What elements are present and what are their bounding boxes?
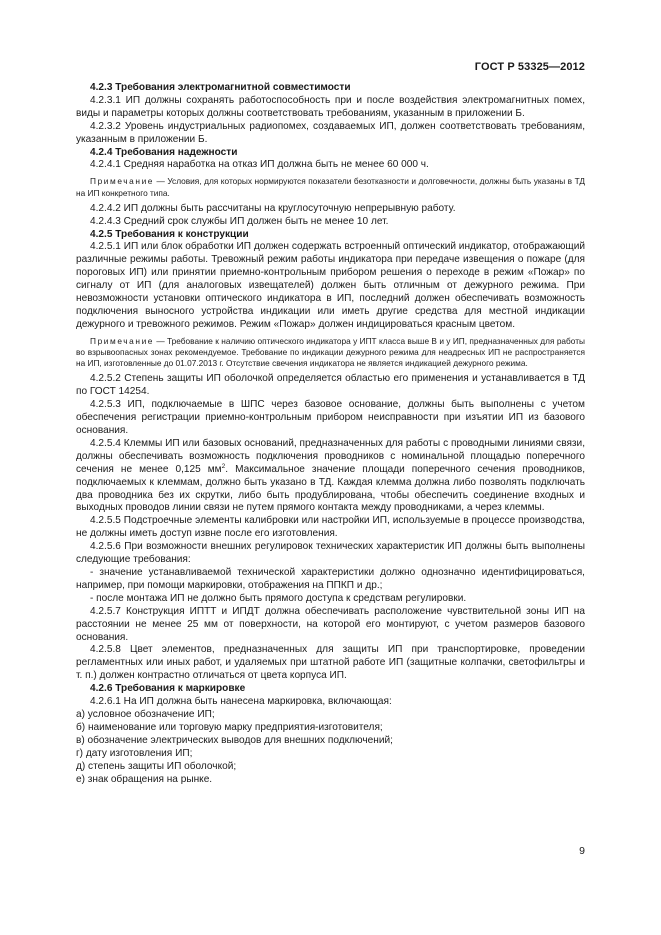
body-paragraph: 4.2.5.7 Конструкция ИПТТ и ИПДТ должна обеспечивать расположение чувствительной зоны ИП на расстоянии не менее 25 мм от поверхности, на которой его монтируют, с учетом размеров базового основания. <box>76 605 585 643</box>
body-paragraph: - значение устанавливаемой технической характеристики должно однозначно идентифицироваться, например, при помощи маркировки, отображения на ППКП и др.; <box>76 567 585 591</box>
note-text: — Требование к наличию оптического индикатора у ИПТ класса выше В и у ИП, предназначенных для работы во взрывоопасных зонах рекомендуемое. Требование по индикации дежурного режима для неадресных ИП не распространяется на ИП, изготовленные до 01.07.2013 г. Отсутствие свечения индикатора не является индикацией дежурного режима. <box>76 335 585 369</box>
section-heading: 4.2.4 Требования надежности <box>90 146 238 158</box>
note-paragraph <box>76 336 585 370</box>
list-item: в) обозначение электрических выводов для внешних подключений; <box>76 734 393 746</box>
list-item: а) условное обозначение ИП; <box>76 708 215 720</box>
page-number: 9 <box>579 845 585 857</box>
note-label: Примечание <box>90 335 155 346</box>
body-paragraph: 4.2.4.2 ИП должны быть рассчитаны на круглосуточную непрерывную работу. <box>90 202 456 214</box>
note-label: Примечание <box>90 176 155 187</box>
superscript: 2 <box>221 462 226 470</box>
note-paragraph <box>76 176 585 198</box>
body-paragraph: 4.2.4.3 Средний срок службы ИП должен быть не менее 10 лет. <box>90 215 389 227</box>
body-paragraph: 4.2.5.6 При возможности внешних регулировок технических характеристик ИП должны быть выполнены следующие требования: <box>76 541 585 566</box>
section-heading: 4.2.3 Требования электромагнитной совместимости <box>90 82 351 93</box>
body-paragraph: 4.2.5.1 ИП или блок обработки ИП должен содержать встроенный оптический индикатор, отображающий различные режимы работы. Тревожный режим работы индикатора при передаче извещения о пожаре (для пороговых ИП) или принятии приемно-контрольным прибором решения о переходе в режим «Пожар» по сигналу от ИП (для аналоговых извещателей) должен быть отличным от дежурного режима. При невозможности установки оптического индикатора в ИП, последний должен обеспечивать возможность подключения выносного устройства индикации или иметь другие средства для местной индикации дежурного и тревожного режимов. Режим «Пожар» должен индицироваться красным цветом. <box>76 241 585 330</box>
list-item: г) дату изготовления ИП; <box>76 747 193 759</box>
body-paragraph: 4.2.6.1 На ИП должна быть нанесена маркировка, включающая: <box>90 696 392 708</box>
list-item: е) знак обращения на рынке. <box>76 773 213 785</box>
section-heading: 4.2.5 Требования к конструкции <box>90 228 249 240</box>
standard-code-header: ГОСТ Р 53325—2012 <box>474 61 585 73</box>
body-paragraph: 4.2.5.8 Цвет элементов, предназначенных для защиты ИП при транспортировке, проведении регламентных или иных работ, и удаляемых при штатной работе ИП (защитные колпачки, светофильтры и т. п.) должен контрастно отличаться от цвета корпуса ИП. <box>76 644 585 682</box>
document-body <box>76 82 585 786</box>
body-paragraph: 4.2.5.5 Подстроечные элементы калибровки или настройки ИП, используемые в процессе производства, не должны иметь доступ извне после его изготовления. <box>76 515 585 540</box>
list-item: д) степень защиты ИП оболочкой; <box>76 760 237 772</box>
paragraph-text-continued: . Максимальное значение площади поперечного сечения проводников, подключаемых к клеммам, должно быть указано в ТД. Каждая клемма должна либо позволять подключать два проводника без их скрутки, либо быть продублирована, чтобы обеспечить соединение входных и выходных проводов линии связи не путем прямого контакта между проводниками, а через клеммы. <box>76 463 586 514</box>
body-paragraph: 4.2.4.1 Средняя наработка на отказ ИП должна быть не менее 60 000 ч. <box>90 159 429 171</box>
section-heading: 4.2.6 Требования к маркировке <box>90 683 246 695</box>
body-paragraph: 4.2.3.1 ИП должны сохранять работоспособность при и после воздействия электромагнитных помех, виды и параметры которых должны соответствовать требованиям, указанным в приложении Б. <box>76 94 585 119</box>
body-paragraph: 4.2.5.3 ИП, подключаемые в ШПС через базовое основание, должны быть выполнены с учетом обеспечения регистрации приемно-контрольным прибором неисправности при изъятии ИП из базового основания. <box>76 399 585 437</box>
note-text: — Условия, для которых нормируются показатели безотказности и долговечности, должны быть указаны в ТД на ИП конкретного типа. <box>76 176 585 198</box>
list-item: б) наименование или торговую марку предприятия-изготовителя; <box>76 721 383 733</box>
body-paragraph: 4.2.5.2 Степень защиты ИП оболочкой определяется областью его применения и устанавливается в ТД по ГОСТ 14254. <box>76 373 585 398</box>
body-paragraph <box>76 438 585 515</box>
paragraph-text: 4.2.5.4 Клеммы ИП или базовых оснований, предназначенных для работы с проводными линиями связи, должны обеспечивать возможность подключения проводников с номинальной площадью поперечного сечения не менее 0,125 мм <box>76 437 585 475</box>
body-paragraph: - после монтажа ИП не должно быть прямого доступа к средствам регулировки. <box>90 592 467 604</box>
body-paragraph: 4.2.3.2 Уровень индустриальных радиопомех, создаваемых ИП, должен соответствовать требованиям, указанным в приложении Б. <box>76 120 585 145</box>
